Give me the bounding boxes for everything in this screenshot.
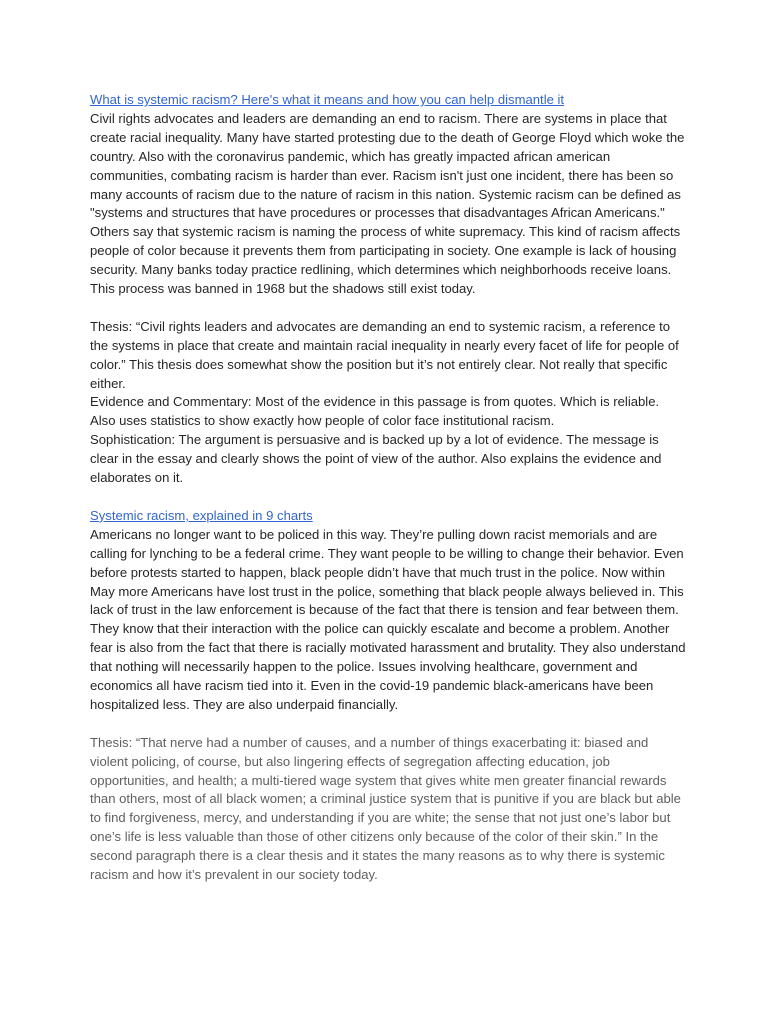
article-summary: Civil rights advocates and leaders are demanding an end to racism. There are systems in place that create racial inequality. Many have started protesting due to the death of George Floyd which woke the country. Also with the coronavirus pandemic, which has greatly impacted african american communities, combating racism is harder than ever. Racism isn't just one incident, there has been so many accounts of racism due to the nature of racism in this nation. Systemic racism can be defined as "systems and structures that have procedures or processes that disadvantages African Americans." Others say that systemic racism is naming the process of white supremacy. This kind of racism affects people of color because it prevents them from participating in society. One example is lack of housing security. Many banks today practice redlining, which determines which neighborhoods receive loans. This process was banned in 1968 but the shadows still exist today. bbox=[90, 110, 685, 297]
article-link-nine-charts[interactable]: Systemic racism, explained in 9 charts bbox=[90, 507, 313, 523]
article-summary: Americans no longer want to be policed in this way. They’re pulling down racist memorials and are calling for lynching to be a federal crime. They want people to be willing to change their behavior. Even before protests started to happen, black people didn’t have that much trust in the police. Now within May more Americans have lost trust in the police, something that black people always believed in. This lack of trust in the law enforcement is because of the fact that there is tension and fear between them. They know that their interaction with the police can quickly escalate and become a problem. Another fear is also from the fact that there is racially motivated harassment and brutality. They also understand that nothing will necessarily happen to the police. Issues involving healthcare, government and economics all have racism tied into it. Even in the covid-19 pandemic black-americans have been hospitalized less. They are also underpaid financially. bbox=[90, 526, 686, 712]
paragraph-gap bbox=[90, 299, 686, 318]
sophistication-paragraph: Sophistication: The argument is persuasive and is backed up by a lot of evidence. The message is clear in the essay and clearly shows the point of view of the author. Also explains the evidence and elaborates on it. bbox=[90, 432, 662, 486]
article-section-1 bbox=[90, 91, 686, 488]
section-gap bbox=[90, 488, 686, 507]
paragraph-gap bbox=[90, 715, 686, 734]
document-page bbox=[90, 91, 686, 885]
thesis-paragraph: Thesis: “Civil rights leaders and advocates are demanding an end to systemic racism, a reference to the systems in place that create and maintain racial inequality in nearly every facet of life for people of color.” This thesis does somewhat show the position but it’s not entirely clear. Not really that specific either. bbox=[90, 318, 679, 391]
article-section-2 bbox=[90, 507, 686, 885]
thesis-paragraph: Thesis: “That nerve had a number of causes, and a number of things exacerbating it: biased and violent policing, of course, but also lingering effects of segregation affecting education, job opportunities, and health; a multi-tiered wage system that gives white men greater financial rewards than others, most of all black women; a criminal justice system that is punitive if you are black but able to find forgiveness, mercy, and understanding if you are white; the sense that not just one’s labor but one’s life is less valuable than those of other citizens only because of the color of their skin.” In the second paragraph there is a clear thesis and it states the many reasons as to why there is systemic racism and how it’s prevalent in our society today. bbox=[90, 734, 681, 883]
evidence-paragraph: Evidence and Commentary: Most of the evidence in this passage is from quotes. Which is reliable. Also uses statistics to show exactly how people of color face institutional racism. bbox=[90, 394, 660, 429]
article-link-systemic-racism-meaning[interactable]: What is systemic racism? Here's what it means and how you can help dismantle it bbox=[90, 92, 565, 107]
